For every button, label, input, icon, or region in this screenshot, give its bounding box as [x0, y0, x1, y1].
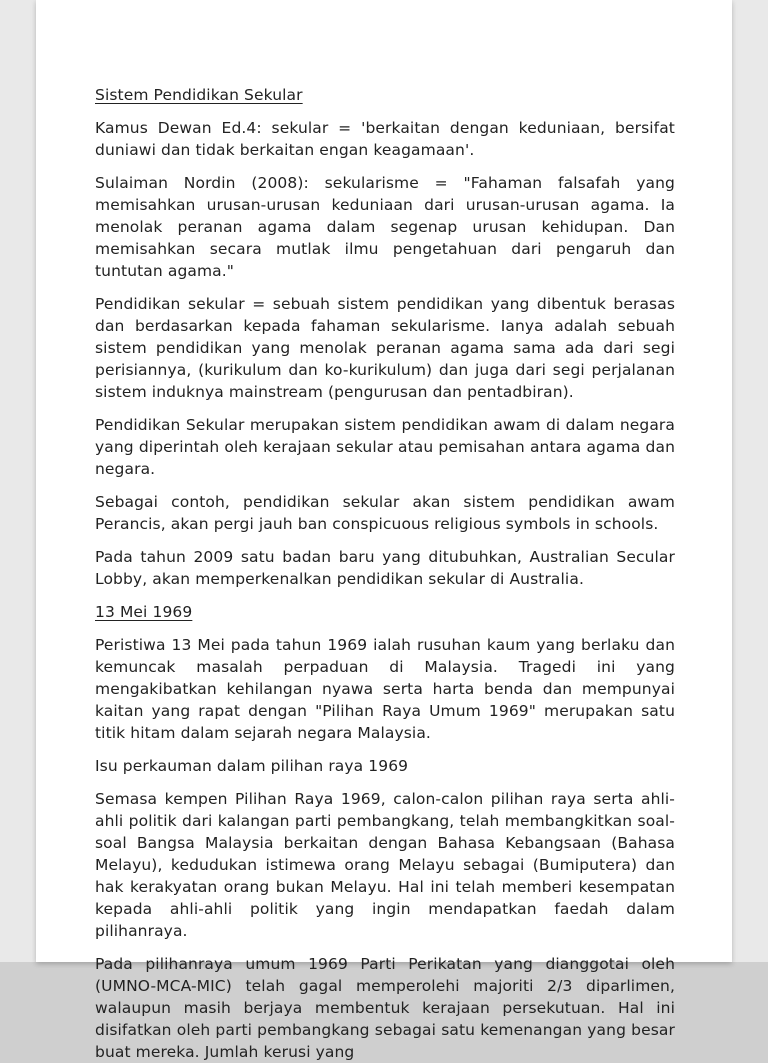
paragraph-pendidikan-sekular-awam: Pendidikan Sekular merupakan sistem pendidikan awam di dalam negara yang diperintah oleh kerajaan sekular atau pemisahan antara agama dan negara. [95, 416, 675, 478]
gutter-right [732, 0, 768, 962]
paragraph-isu-perkauman: Isu perkauman dalam pilihan raya 1969 [95, 757, 409, 775]
paragraph-sulaiman-nordin: Sulaiman Nordin (2008): sekularisme = "Fahaman falsafah yang memisahkan urusan-urusan keduniaan dari urusan-urusan agama. Ia menolak peranan agama dalam segenap urusan kehidupan. Dan memisahkan secara mutlak ilmu pengetahuan dari pengaruh dan tuntutan agama." [95, 174, 675, 280]
gutter-left [0, 0, 36, 962]
section-heading-13-mei-1969: 13 Mei 1969 [95, 603, 193, 621]
paragraph-australian-secular-lobby: Pada tahun 2009 satu badan baru yang ditubuhkan, Australian Secular Lobby, akan memperkenalkan pendidikan sekular di Australia. [95, 548, 675, 588]
document-page [36, 0, 732, 1061]
paragraph-semasa-kempen: Semasa kempen Pilihan Raya 1969, calon-calon pilihan raya serta ahli-ahli politik dari kalangan parti pembangkang, telah membangkitkan soal-soal Bangsa Malaysia berkaitan dengan Bahasa Kebangsaan (Bahasa Melayu), kedudukan istimewa orang Melayu sebagai (Bumiputera) dan hak kerakyatan orang bukan Melayu. Hal ini telah memberi kesempatan kepada ahli-ahli politik yang ingin mendapatkan faedah dalam pilihanraya. [95, 790, 675, 940]
section-heading-sistem-pendidikan-sekular: Sistem Pendidikan Sekular [95, 86, 303, 104]
paragraph-pilihanraya-umum-1969: Pada pilihanraya umum 1969 Parti Perikatan yang dianggotai oleh (UMNO-MCA-MIC) telah gagal memperolehi majoriti 2/3 diparlimen, walaupun masih berjaya membentuk kerajaan persekutuan. Hal ini disifatkan oleh parti pembangkang sebagai satu kemenangan yang besar buat mereka. Jumlah kerusi yang [95, 955, 675, 1061]
paragraph-peristiwa-13-mei: Peristiwa 13 Mei pada tahun 1969 ialah rusuhan kaum yang berlaku dan kemuncak masalah perpaduan di Malaysia. Tragedi ini yang mengakibatkan kehilangan nyawa serta harta benda dan mempunyai kaitan yang rapat dengan "Pilihan Raya Umum 1969" merupakan satu titik hitam dalam sejarah negara Malaysia. [95, 636, 675, 742]
paragraph-pendidikan-sekular-definisi: Pendidikan sekular = sebuah sistem pendidikan yang dibentuk berasas dan berdasarkan kepada fahaman sekularisme. Ianya adalah sebuah sistem pendidikan yang menolak peranan agama sama ada dari segi perisiannya, (kurikulum dan ko-kurikulum) dan juga dari segi perjalanan sistem induknya mainstream (pengurusan dan pentadbiran). [95, 295, 675, 401]
paragraph-kamus-dewan: Kamus Dewan Ed.4: sekular = 'berkaitan dengan keduniaan, bersifat duniawi dan tidak berkaitan engan keagamaan'. [95, 119, 675, 159]
paragraph-contoh-perancis: Sebagai contoh, pendidikan sekular akan sistem pendidikan awam Perancis, akan pergi jauh ban conspicuous religious symbols in schools. [95, 493, 675, 533]
